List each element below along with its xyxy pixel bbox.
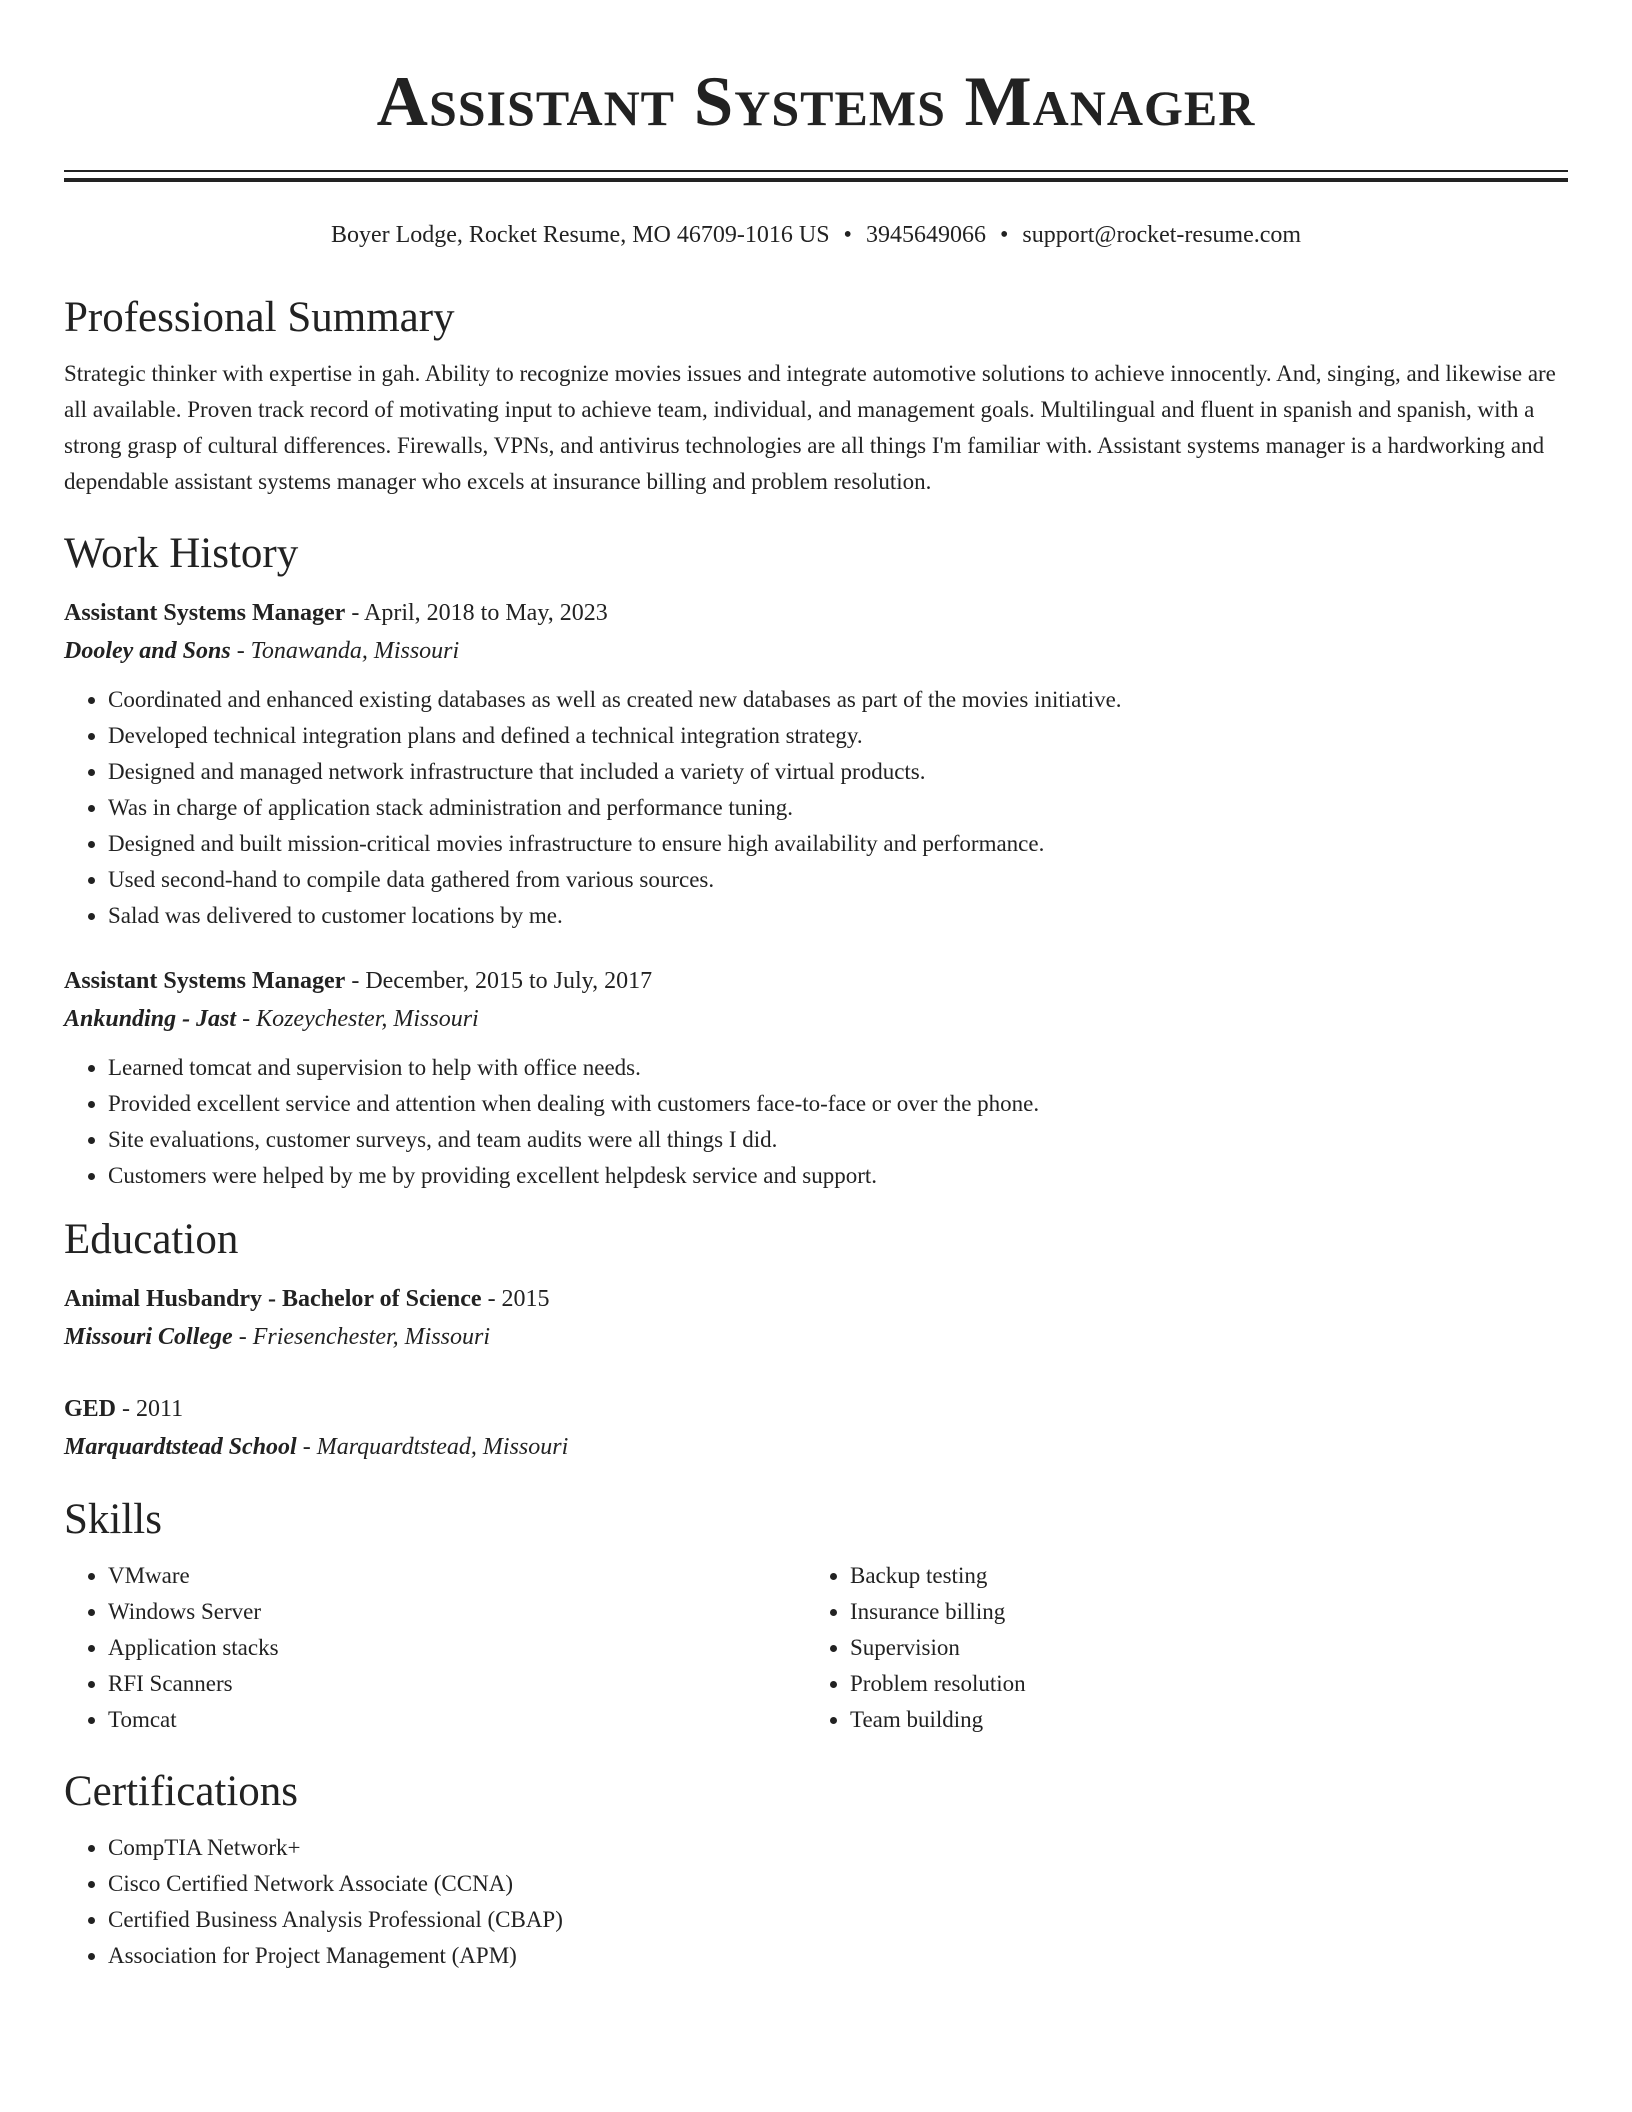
job-bullets [64,682,1568,934]
education-degree: GED [64,1396,117,1422]
contact-email: support@rocket-resume.com [1022,222,1302,248]
contact-separator: • [999,222,1009,248]
education-entry [64,1390,1568,1466]
skill-item: • VMware [108,1558,806,1594]
job-bullets [64,1050,1568,1194]
summary-text: Strategic thinker with expertise in gah. Ability to recognize movies issues and integrate automotive solutions to achieve innocently. And, singing, and likewise are all available. Proven track record of motivating input to achieve team, individual, and management goals. Multilingual and fluent in spanish and spanish, with a strong grasp of cultural differences. Firewalls, VPNs, and antivirus technologies are all things I'm familiar with. Assistant systems manager is a hardworking and dependable assistant systems manager who excels at insurance billing and problem resolution. [64,361,1556,494]
resume-name: Assistant Systems Manager [376,63,1256,141]
education-school: Missouri College [64,1324,233,1350]
job-location: - Kozeychester, Missouri [236,1006,479,1032]
skill-item: • Supervision [850,1630,1548,1666]
skill-item: • RFI Scanners [108,1666,806,1702]
list-item: • Customers were helped by me by providing excellent helpdesk service and support. [108,1158,1568,1194]
list-item: • Developed technical integration plans and defined a technical integration strategy. [108,718,1568,754]
job-company: Dooley and Sons [64,638,231,664]
job-dates: - April, 2018 to May, 2023 [345,600,608,626]
education-school: Marquardtstead School [64,1434,297,1460]
education-location: - Friesenchester, Missouri [232,1324,490,1350]
job-entry [64,594,1568,934]
skills-grid [64,1558,1568,1738]
certification-item: • Certified Business Analysis Professional (CBAP) [108,1902,1568,1938]
skill-item: • Team building [850,1702,1548,1738]
section-title-summary: Professional Summary [64,294,455,341]
section-title-work-history: Work History [64,530,299,577]
section-title-education: Education [64,1216,239,1263]
job-company-line [64,1000,1568,1038]
job-heading [64,594,1568,632]
contact-phone: 3945649066 [865,222,986,248]
list-item: • Salad was delivered to customer locations by me. [108,898,1568,934]
list-item: • Learned tomcat and supervision to help with office needs. [108,1050,1568,1086]
job-location: - Tonawanda, Missouri [230,638,460,664]
contact-address: Boyer Lodge, Rocket Resume, MO 46709-1016 US [330,222,830,248]
job-dates: - December, 2015 to July, 2017 [345,968,653,994]
header-divider-thick [64,178,1568,182]
job-entry [64,962,1568,1194]
skill-item: • Tomcat [108,1702,806,1738]
education-school-line [64,1428,1568,1466]
skill-item: • Windows Server [108,1594,806,1630]
education-heading [64,1280,1568,1318]
section-title-skills: Skills [64,1496,162,1543]
skill-item: • Backup testing [850,1558,1548,1594]
skills-column-left [64,1558,806,1738]
skill-item: • Problem resolution [850,1666,1548,1702]
contact-separator: • [843,222,852,248]
contact-line [64,220,1568,250]
job-position: Assistant Systems Manager [64,968,346,994]
education-degree: Animal Husbandry - Bachelor of Science [64,1286,482,1312]
education-year: - 2011 [116,1396,184,1422]
list-item: • Designed and managed network infrastructure that included a variety of virtual products. [108,754,1568,790]
education-year: - 2015 [481,1286,550,1312]
section-title-certifications: Certifications [64,1768,299,1815]
skill-item: • Application stacks [108,1630,806,1666]
list-item: • Was in charge of application stack administration and performance tuning. [108,790,1568,826]
list-item: • Coordinated and enhanced existing databases as well as created new databases as part of the movies initiative. [108,682,1568,718]
job-heading [64,962,1568,1000]
education-entry [64,1280,1568,1356]
list-item: • Site evaluations, customer surveys, and team audits were all things I did. [108,1122,1568,1158]
job-position: Assistant Systems Manager [64,600,346,626]
skills-column-right [806,1558,1548,1738]
job-company: Ankunding - Jast [64,1006,237,1032]
certifications-list [64,1830,1568,1974]
skill-item: • Insurance billing [850,1594,1548,1630]
certification-item: • Association for Project Management (APM) [108,1938,1568,1974]
education-heading [64,1390,1568,1428]
list-item: • Provided excellent service and attention when dealing with customers face-to-face or over the phone. [108,1086,1568,1122]
list-item: • Used second-hand to compile data gathered from various sources. [108,862,1568,898]
education-location: - Marquardtstead, Missouri [296,1434,569,1460]
list-item: • Designed and built mission-critical movies infrastructure to ensure high availability and performance. [108,826,1568,862]
certification-item: • CompTIA Network+ [108,1830,1568,1866]
education-school-line [64,1318,1568,1356]
header-divider-thin [64,170,1568,172]
certification-item: • Cisco Certified Network Associate (CCNA) [108,1866,1568,1902]
job-company-line [64,632,1568,670]
